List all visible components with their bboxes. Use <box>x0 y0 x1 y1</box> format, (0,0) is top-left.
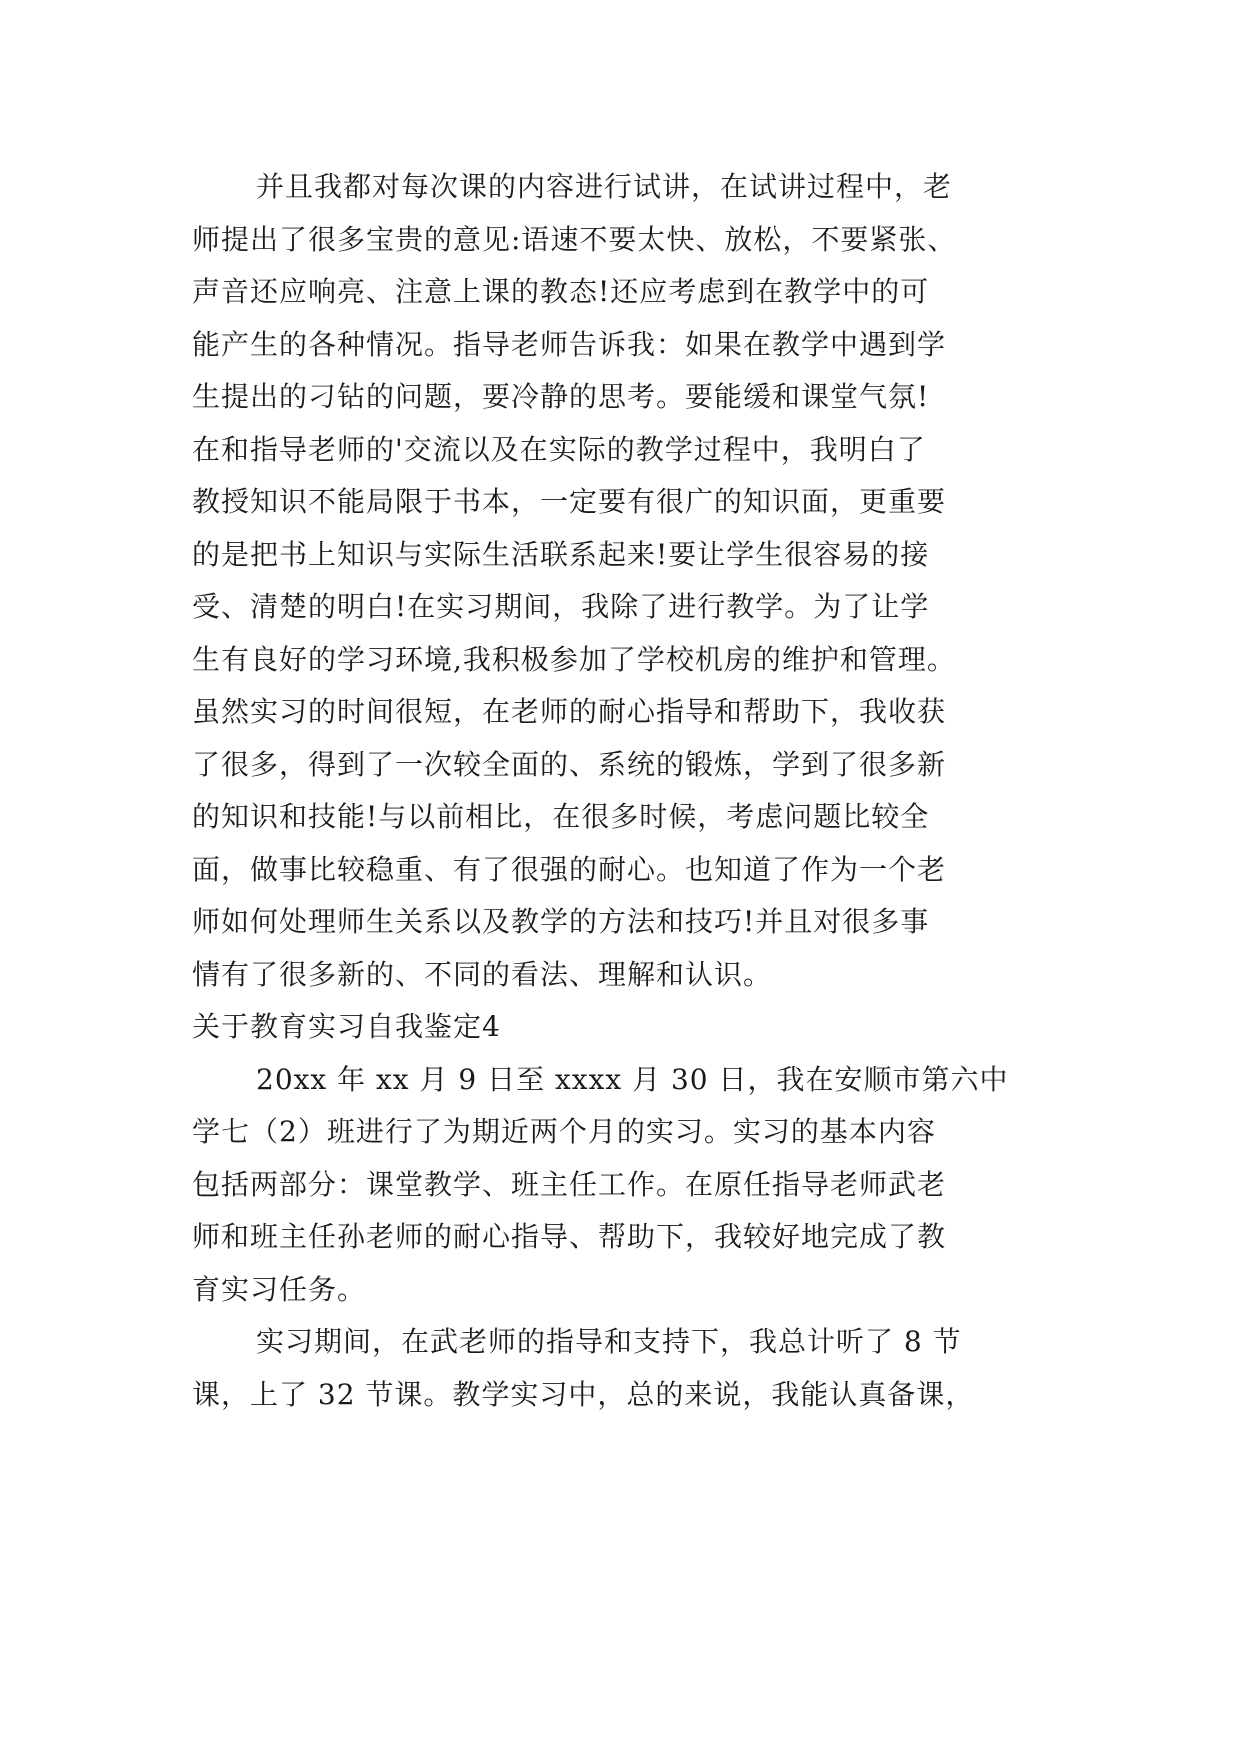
text-line: 能产生的各种情况。指导老师告诉我：如果在教学中遇到学 <box>192 327 947 361</box>
text-line: 教授知识不能局限于书本，一定要有很广的知识面，更重要 <box>192 485 947 518</box>
text-line: 了很多，得到了一次较全面的、系统的锻炼，学到了很多新 <box>192 747 947 781</box>
text-line: 受、清楚的明白!在实习期间，我除了进行教学。为了让学 <box>192 590 930 623</box>
paragraph-teaching-practice <box>192 1316 1052 1421</box>
text-line: 情有了很多新的、不同的看法、理解和认识。 <box>192 957 773 991</box>
text-line: 面，做事比较稳重、有了很强的耐心。也知道了作为一个老 <box>192 852 947 886</box>
text-line: 生提出的刁钻的问题，要冷静的思考。要能缓和课堂气氛! <box>192 380 930 413</box>
text-line: 实习期间，在武老师的指导和支持下，我总计听了 8 节 <box>256 1325 962 1358</box>
text-line: 20xx 年 xx 月 9 日至 xxxx 月 30 日，我在安顺市第六中 <box>256 1062 1009 1096</box>
text-line: 课，上了 32 节课。教学实习中，总的来说，我能认真备课， <box>192 1377 975 1411</box>
text-line: 包括两部分：课堂教学、班主任工作。在原任指导老师武老 <box>192 1167 947 1201</box>
section-heading: 关于教育实习自我鉴定4 <box>192 1010 501 1043</box>
document-body <box>192 161 1052 1421</box>
text-line: 师提出了很多宝贵的意见:语速不要太快、放松，不要紧张、 <box>192 222 957 256</box>
paragraph-internship-overview <box>192 1054 1052 1317</box>
text-line: 并且我都对每次课的内容进行试讲，在试讲过程中，老 <box>256 170 953 203</box>
text-line: 师如何处理师生关系以及教学的方法和技巧!并且对很多事 <box>192 905 930 938</box>
text-line: 虽然实习的时间很短，在老师的耐心指导和帮助下，我收获 <box>192 695 947 728</box>
text-line: 生有良好的学习环境,我积极参加了学校机房的维护和管理。 <box>192 642 956 676</box>
text-line: 的是把书上知识与实际生活联系起来!要让学生很容易的接 <box>192 537 930 571</box>
text-line: 在和指导老师的'交流以及在实际的教学过程中，我明白了 <box>192 432 926 466</box>
paragraph-trial-lectures <box>192 161 1052 1001</box>
text-line: 的知识和技能!与以前相比，在很多时候，考虑问题比较全 <box>192 800 930 833</box>
text-line: 育实习任务。 <box>192 1272 367 1306</box>
text-line: 学七（2）班进行了为期近两个月的实习。实习的基本内容 <box>192 1115 936 1148</box>
text-line: 师和班主任孙老师的耐心指导、帮助下，我较好地完成了教 <box>192 1220 947 1253</box>
text-line: 声音还应响亮、注意上课的教态!还应考虑到在教学中的可 <box>192 275 930 308</box>
